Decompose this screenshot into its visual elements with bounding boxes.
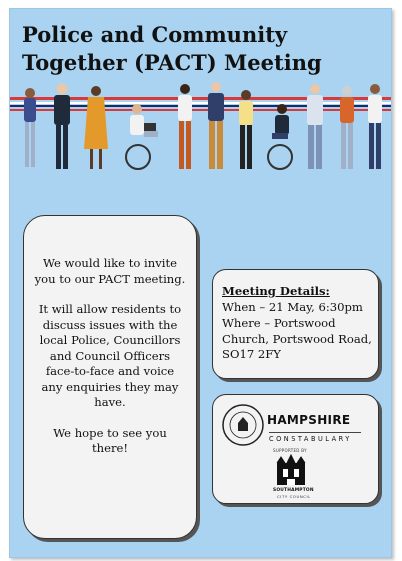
- person-figure: [307, 84, 323, 169]
- invite-paragraph: We would like to invite you to our PACT meeting.: [34, 256, 186, 286]
- invite-paragraph: We hope to see you there!: [53, 425, 167, 455]
- meeting-when: When – 21 May, 6:30pm: [222, 300, 363, 314]
- council-subtitle: CITY COUNCIL: [277, 494, 311, 499]
- meeting-details-card: [212, 269, 379, 379]
- meeting-where: Where – Portswood Church, Portswood Road, SO17 2FY: [222, 316, 372, 361]
- person-figure: [24, 88, 36, 167]
- person-figure: [239, 90, 253, 169]
- person-figure: [178, 84, 192, 169]
- person-figure: [126, 104, 158, 169]
- invite-paragraph: It will allow residents to discuss issues with the local Police, Councillors and Council Officers face-to-face and voice any enquiries they may have.: [38, 302, 182, 409]
- person-figure: [268, 104, 292, 169]
- constabulary-seal-icon: [221, 403, 265, 447]
- council-name: SOUTHAMPTON: [273, 488, 314, 493]
- person-figure: [340, 86, 354, 169]
- person-figure: [54, 84, 70, 170]
- invitation-text: [34, 256, 186, 472]
- logos-card: [212, 394, 379, 504]
- poster-title: Police and Community Together (PACT) Meeting: [22, 22, 322, 75]
- constabulary-name: HAMPSHIRE: [267, 413, 351, 427]
- person-figure: [208, 82, 224, 169]
- invitation-card: [23, 215, 197, 539]
- council-crest-icon: [273, 453, 309, 487]
- community-illustration: [10, 79, 391, 189]
- pact-poster: [9, 8, 392, 558]
- person-figure: [368, 84, 382, 169]
- constabulary-subtitle: CONSTABULARY: [269, 432, 361, 443]
- meeting-details-heading: Meeting Details:: [222, 284, 330, 298]
- supported-by-label: SUPPORTED BY: [273, 448, 307, 453]
